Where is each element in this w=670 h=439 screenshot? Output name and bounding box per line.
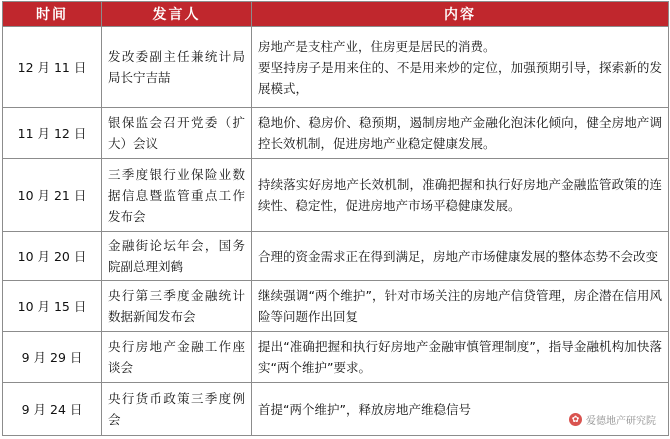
- table-row: [3, 27, 669, 108]
- row-date: 9 月 24 日: [3, 383, 102, 436]
- watermark: [569, 412, 656, 427]
- row-date: 12 月 11 日: [3, 27, 102, 108]
- table-row: [3, 232, 669, 281]
- brand-logo-icon: ✿: [569, 413, 582, 426]
- row-date: 10 月 21 日: [3, 159, 102, 232]
- policy-table: [2, 1, 669, 436]
- row-speaker: 央行第三季度金融统计数据新闻发布会: [102, 281, 252, 332]
- row-content: 继续强调“两个维护”，针对市场关注的房地产信贷管理，房企潜在信用风险等问题作出回复: [252, 281, 669, 332]
- row-speaker: 发改委副主任兼统计局局长宁吉喆: [102, 27, 252, 108]
- table-row: [3, 383, 669, 436]
- row-content: 首提“两个维护”，释放房地产维稳信号: [252, 383, 669, 436]
- row-content: 提出“准确把握和执行好房地产金融审慎管理制度”，指导金融机构加快落实“两个维护”要求。: [252, 332, 669, 383]
- row-speaker: 银保监会召开党委（扩大）会议: [102, 108, 252, 159]
- row-content: 持续落实好房地产长效机制，准确把握和执行好房地产金融监管政策的连续性、稳定性，促进房地产市场平稳健康发展。: [252, 159, 669, 232]
- row-content: 房地产是支柱产业，住房更是居民的消费。 要坚持房子是用来住的、不是用来炒的定位，加强预期引导，探索新的发展模式，: [252, 27, 669, 108]
- table-row: [3, 159, 669, 232]
- header-time: 时间: [3, 2, 102, 27]
- table-row: [3, 108, 669, 159]
- row-date: 9 月 29 日: [3, 332, 102, 383]
- row-date: 11 月 12 日: [3, 108, 102, 159]
- row-date: 10 月 20 日: [3, 232, 102, 281]
- table-header: [3, 2, 669, 27]
- row-speaker: 三季度银行业保险业数据信息暨监管重点工作发布会: [102, 159, 252, 232]
- row-content: 合理的资金需求正在得到满足，房地产市场健康发展的整体态势不会改变: [252, 232, 669, 281]
- row-content: 稳地价、稳房价、稳预期，遏制房地产金融化泡沫化倾向，健全房地产调控长效机制，促进房地产业稳定健康发展。: [252, 108, 669, 159]
- table-row: [3, 281, 669, 332]
- table-row: [3, 332, 669, 383]
- table-body: [3, 27, 669, 436]
- row-speaker: 央行货币政策三季度例会: [102, 383, 252, 436]
- header-content: 内容: [252, 2, 669, 27]
- header-speaker: 发言人: [102, 2, 252, 27]
- row-speaker: 央行房地产金融工作座谈会: [102, 332, 252, 383]
- row-speaker: 金融街论坛年会，国务院副总理刘鹤: [102, 232, 252, 281]
- row-date: 10 月 15 日: [3, 281, 102, 332]
- watermark-text: 爱德地产研究院: [586, 416, 656, 427]
